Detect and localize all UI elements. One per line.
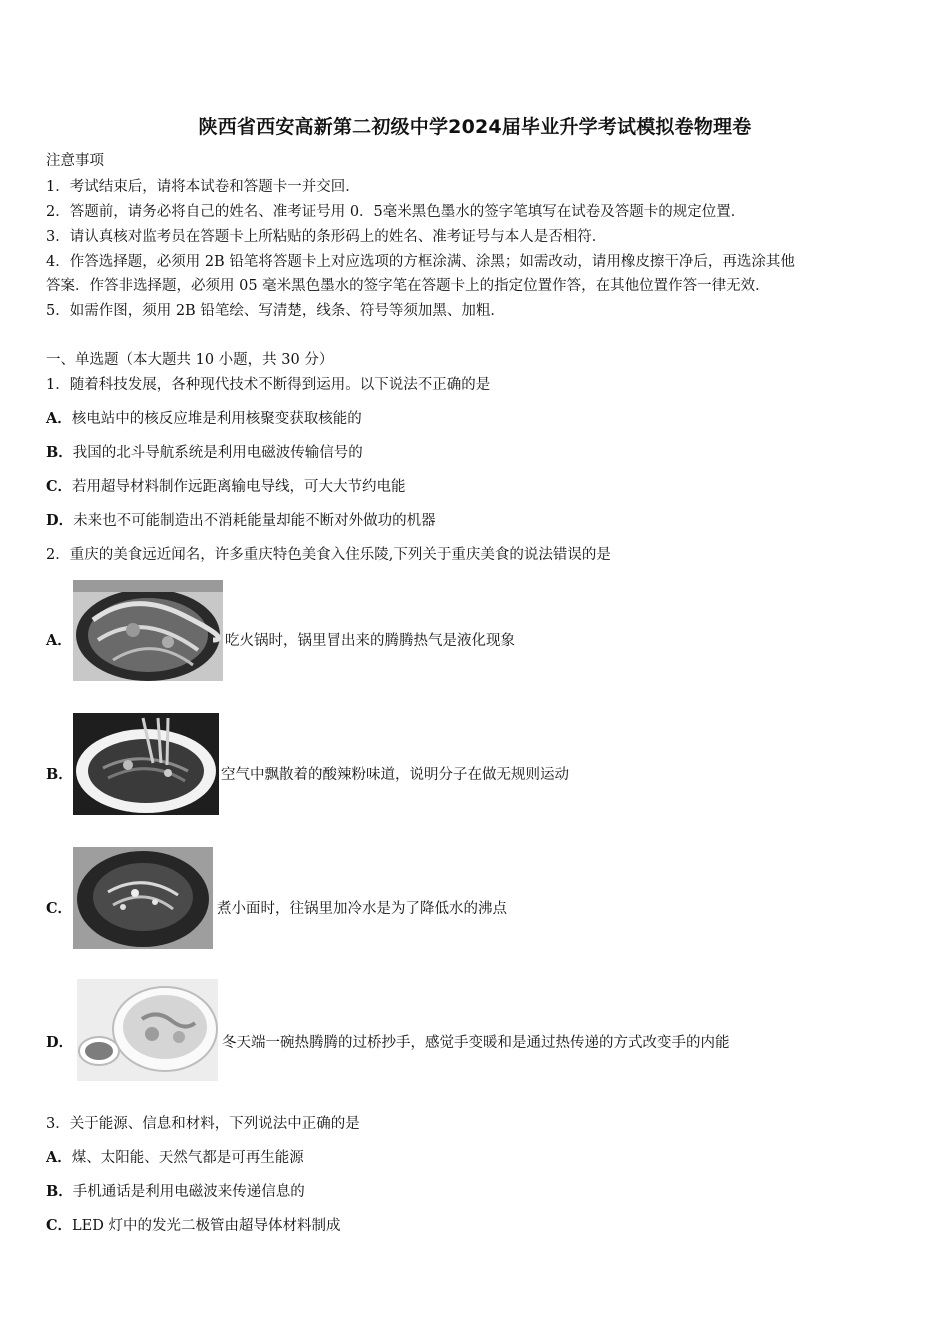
option-text: LED 灯中的发光二极管由超导体材料制成 bbox=[72, 1218, 341, 1234]
option-text: 若用超导材料制作远距离输电导线，可大大节约电能 bbox=[72, 479, 406, 495]
option-letter: D． bbox=[46, 512, 74, 529]
section-heading: 一、单选题（本大题共 10 小题，共 30 分） bbox=[46, 352, 334, 368]
question-1-stem: 1．随着科技发展，各种现代技术不断得到运用。以下说法不正确的是 bbox=[46, 377, 491, 393]
option-text: 手机通话是利用电磁波来传递信息的 bbox=[72, 1184, 305, 1200]
option-text: 我国的北斗导航系统是利用电磁波传输信号的 bbox=[72, 445, 363, 461]
noodles-photo bbox=[73, 713, 219, 815]
option-letter: A． bbox=[46, 1149, 72, 1166]
notice-item: 4．作答选择题，必须用 2B 铅笔将答题卡上对应选项的方框涂满、涂黑；如需改动，请用橡皮擦干净后，再选涂其他 bbox=[46, 254, 795, 270]
q3-option-a bbox=[46, 1148, 304, 1168]
option-letter: C． bbox=[46, 1217, 73, 1234]
notice-item: 2．答题前，请务必将自己的姓名、准考证号用 0．5毫米黑色墨水的签字笔填写在试卷及答题卡的规定位置． bbox=[46, 204, 746, 220]
notice-item: 1．考试结束后，请将本试卷和答题卡一并交回． bbox=[46, 179, 360, 195]
q2-option-a-letter: A． bbox=[46, 632, 72, 649]
q1-option-c bbox=[46, 477, 406, 497]
option-letter: A． bbox=[46, 410, 72, 427]
q3-option-c bbox=[46, 1216, 341, 1236]
option-text: 煤、太阳能、天然气都是可再生能源 bbox=[71, 1150, 304, 1166]
q2-option-b-text: 空气中飘散着的酸辣粉味道，说明分子在做无规则运动 bbox=[221, 767, 569, 783]
q3-option-b bbox=[46, 1182, 305, 1202]
notice-heading: 注意事项 bbox=[46, 153, 104, 169]
notice-item: 3．请认真核对监考员在答题卡上所粘贴的条形码上的姓名、准考证号与本人是否相符． bbox=[46, 229, 607, 245]
option-letter: B． bbox=[46, 1183, 73, 1200]
page-title: 陕西省西安高新第二初级中学2024届毕业升学考试模拟卷物理卷 bbox=[198, 116, 752, 138]
q2-option-d-text: 冬天端一碗热腾腾的过桥抄手，感觉手变暖和是通过热传递的方式改变手的内能 bbox=[222, 1035, 730, 1051]
wonton-photo bbox=[77, 979, 218, 1081]
q2-option-c-text: 煮小面时，往锅里加冷水是为了降低水的沸点 bbox=[217, 901, 507, 917]
option-letter: C． bbox=[46, 478, 73, 495]
small-noodles-photo bbox=[73, 847, 213, 949]
option-text: 未来也不可能制造出不消耗能量却能不断对外做功的机器 bbox=[73, 513, 436, 529]
q1-option-a bbox=[46, 409, 362, 429]
option-text: 核电站中的核反应堆是利用核聚变获取核能的 bbox=[71, 411, 362, 427]
q1-option-b bbox=[46, 443, 363, 463]
option-letter: B． bbox=[46, 444, 73, 461]
q2-option-b-letter: B． bbox=[46, 766, 73, 783]
q2-option-d-letter: D． bbox=[46, 1034, 74, 1051]
question-2-stem: 2．重庆的美食远近闻名，许多重庆特色美食入住乐陵,下列关于重庆美食的说法错误的是 bbox=[46, 547, 611, 563]
notice-item: 答案．作答非选择题，必须用 05 毫米黑色墨水的签字笔在答题卡上的指定位置作答，在其他位置作答一律无效． bbox=[46, 278, 770, 294]
q1-option-d bbox=[46, 511, 436, 531]
notice-item: 5．如需作图，须用 2B 铅笔绘、写清楚，线条、符号等须加黑、加粗． bbox=[46, 303, 505, 319]
q2-option-a-text: 吃火锅时，锅里冒出来的腾腾热气是液化现象 bbox=[225, 633, 515, 649]
hotpot-photo bbox=[73, 580, 223, 681]
q2-option-c-letter: C． bbox=[46, 900, 73, 917]
question-3-stem: 3．关于能源、信息和材料，下列说法中正确的是 bbox=[46, 1116, 360, 1132]
